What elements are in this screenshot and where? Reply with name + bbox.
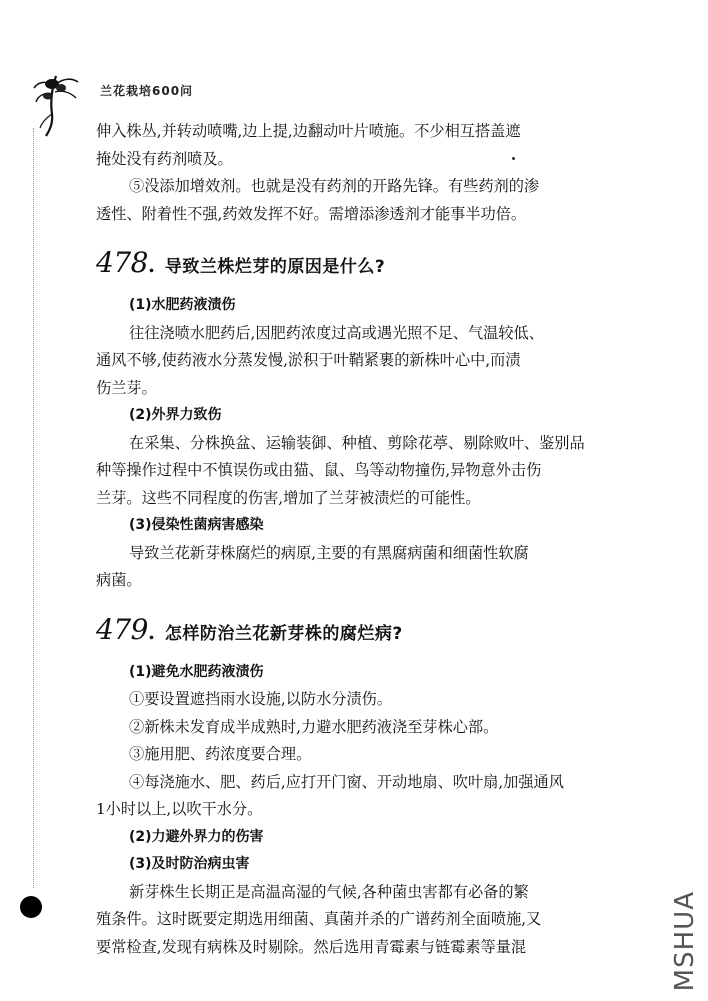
- question-title: 怎样防治兰花新芽株的腐烂病?: [164, 623, 403, 644]
- book-title: 兰花栽培600问: [100, 84, 194, 98]
- text-line: 伤兰芽。: [96, 378, 157, 397]
- section-heading: (3)侵染性菌病害感染: [129, 517, 264, 533]
- question-number-dot: .: [147, 619, 155, 644]
- text-line: 伸入株丛,并转动喷嘴,边上提,边翻动叶片喷施。不少相互搭盖遮: [96, 122, 521, 140]
- question-heading-479: [96, 613, 641, 647]
- section-heading: (2)力避外界力的伤害: [129, 828, 264, 845]
- body-text: [96, 118, 641, 961]
- text-line: 掩处没有药剂喷及。: [96, 149, 233, 168]
- list-item: ③施用肥、药浓度要合理。: [129, 745, 312, 763]
- question-number-dot: .: [147, 253, 155, 277]
- list-item: ①要设置遮挡雨水设施,以防水分渍伤。: [129, 690, 393, 708]
- margin-bullet-dot: [20, 896, 42, 918]
- text-line: 导致兰花新芽株腐烂的病原,主要的有黑腐病菌和细菌性软腐: [129, 543, 529, 562]
- section-heading: (2)外界力致伤: [129, 407, 222, 423]
- question-title: 导致兰株烂芽的原因是什么?: [164, 257, 386, 277]
- text-line: 在采集、分株换盆、运输装御、种植、剪除花葶、剔除败叶、鉴别品: [129, 433, 585, 452]
- section-heading: (1)水肥药液渍伤: [129, 297, 236, 313]
- text-line: ⑤没添加增效剂。也就是没有药剂的开路先锋。有些药剂的渗: [129, 177, 540, 195]
- orchid-logo-icon: [32, 70, 80, 140]
- text-line: 往往浇喷水肥药后,因肥药浓度过高或遇光照不足、气温较低、: [129, 323, 544, 342]
- question-heading-478: [96, 246, 641, 280]
- running-header: [30, 70, 330, 120]
- watermark: MSHUA: [670, 890, 700, 991]
- question-number: 479: [96, 612, 148, 646]
- section-heading: (1)避免水肥药液渍伤: [129, 663, 264, 680]
- text-line: 病菌。: [96, 571, 142, 589]
- text-line: 通风不够,使药液水分蒸发慢,淤积于叶鞘紧裹的新株叶心中,而渍: [96, 351, 521, 369]
- text-line: 殖条件。这时既要定期选用细菌、真菌并杀的广谱药剂全面喷施,又: [96, 910, 542, 928]
- margin-dotted-rule: [33, 128, 34, 888]
- text-line: 兰芽。这些不同程度的伤害,增加了兰芽被渍烂的可能性。: [96, 488, 481, 507]
- list-item: ④每浇施水、肥、药后,应打开门窗、开动地扇、吹叶扇,加强通风: [129, 772, 564, 791]
- text-line: 种等操作过程中不慎误伤或由猫、鼠、鸟等动物撞伤,异物意外击伤: [96, 461, 542, 479]
- text-line: 1小时以上,以吹干水分。: [96, 800, 263, 818]
- text-line: 要常检查,发现有病株及时剔除。然后选用青霉素与链霉素等量混: [96, 937, 527, 956]
- section-heading: (3)及时防治病虫害: [129, 856, 250, 872]
- list-item: ②新株未发育成半成熟时,力避水肥药液浇至芽株心部。: [129, 717, 499, 736]
- text-line: 透性、附着性不强,药效发挥不好。需增添渗透剂才能事半功倍。: [96, 204, 527, 223]
- question-number: 478: [96, 246, 148, 279]
- text-line: 新芽株生长期正是高温高湿的气候,各种菌虫害都有必备的繁: [129, 882, 529, 901]
